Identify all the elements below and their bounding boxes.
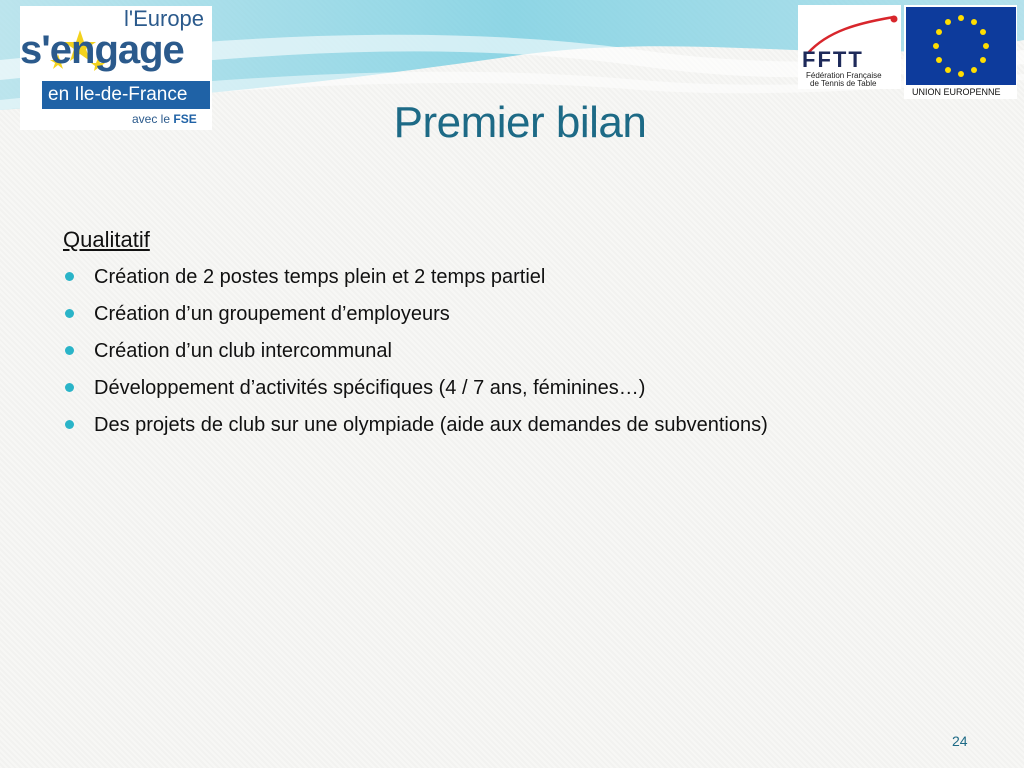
bullet-item: [63, 336, 963, 373]
bullet-item: [63, 410, 963, 447]
slide-title: Premier bilan: [393, 98, 647, 147]
fftt-caption-line1: Fédération Française: [806, 71, 882, 80]
logo-text-iledefrance: en Ile-de-France: [48, 84, 188, 105]
fftt-mark-text: FFTT: [802, 47, 864, 71]
eu-stars-icon: [906, 7, 1016, 85]
bullet-text: Des projets de club sur une olympiade (aide aux demandes de subventions): [94, 414, 768, 436]
fftt-caption-line2: de Tennis de Table: [810, 79, 877, 88]
bullet-item: [63, 373, 963, 410]
bullet-dot-icon: [65, 346, 74, 355]
bullet-dot-icon: [65, 272, 74, 281]
bullet-text: Création de 2 postes temps plein et 2 temps partiel: [94, 266, 546, 288]
fftt-mark-icon: [798, 11, 901, 71]
logo-text-avec: avec le: [132, 112, 171, 126]
bullet-text: Création d’un club intercommunal: [94, 340, 392, 362]
bullet-dot-icon: [65, 383, 74, 392]
logo-text-leurope: l'Europe: [124, 6, 205, 31]
logo-text-fse: FSE: [173, 112, 197, 126]
bullet-dot-icon: [65, 420, 74, 429]
bullet-dot-icon: [65, 309, 74, 318]
page-number: 24: [952, 733, 968, 749]
eu-label: UNION EUROPENNE: [912, 87, 1001, 97]
eu-flag-logo: [904, 5, 1017, 99]
bullet-text: Développement d’activités spécifiques (4 / 7 ans, féminines…): [94, 377, 646, 399]
bullet-item: [63, 262, 963, 299]
bullet-list: [63, 262, 963, 447]
fftt-logo: [798, 5, 901, 89]
eu-flag: [906, 7, 1016, 85]
bullet-text: Création d’un groupement d’employeurs: [94, 303, 450, 325]
logo-text-sengage: s'engage: [20, 28, 184, 72]
bullet-item: [63, 299, 963, 336]
section-heading: Qualitatif: [63, 227, 150, 252]
